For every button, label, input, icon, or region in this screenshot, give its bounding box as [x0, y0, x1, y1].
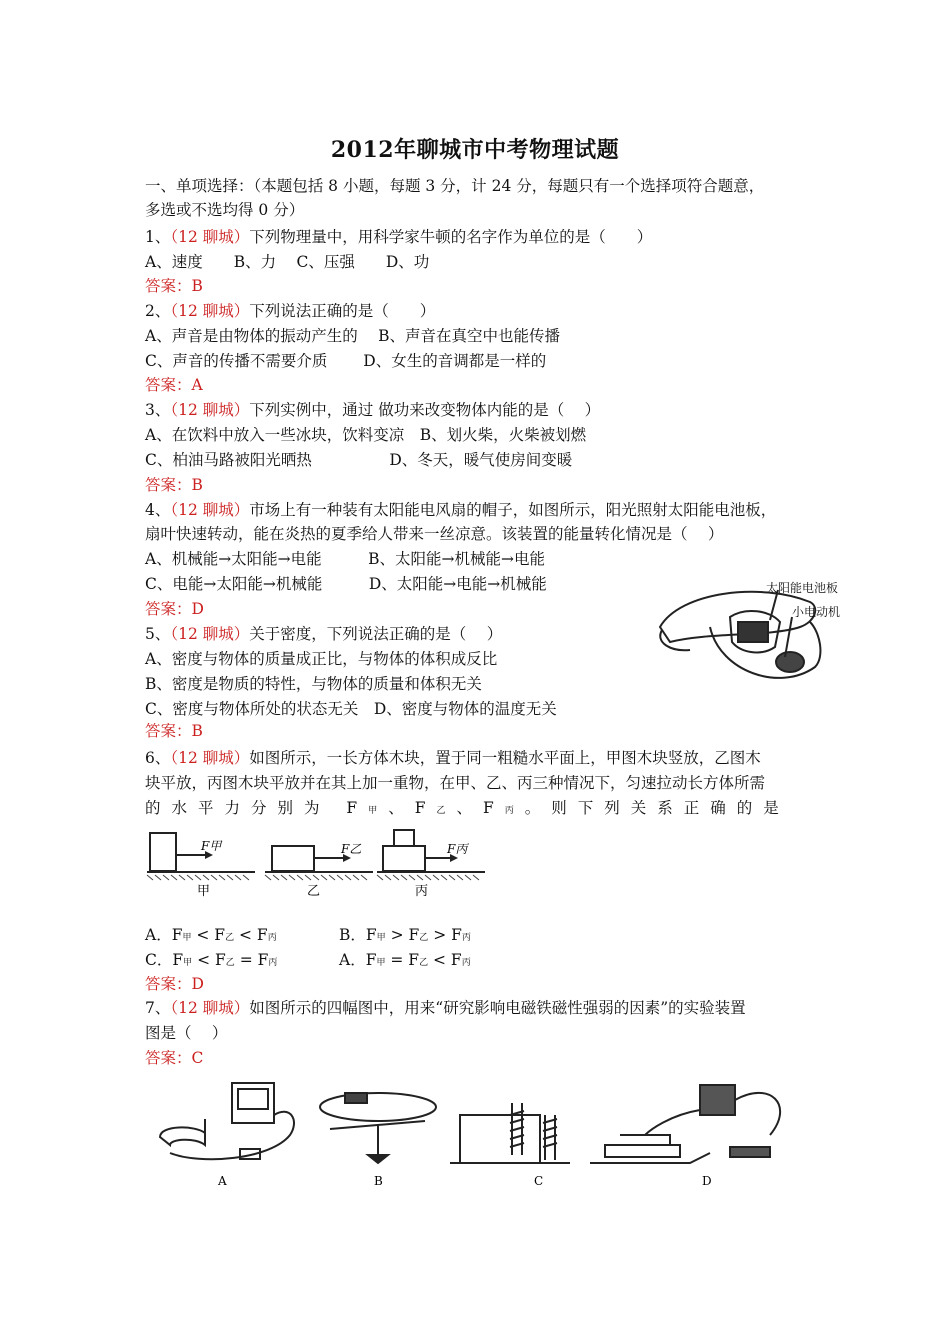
question-7: 7、（12 聊城）如图所示的四幅图中，用来“研究影响电磁铁磁性强弱的因素”的实验装置 — [145, 999, 746, 1017]
question-4: 4、（12 聊城）市场上有一种装有太阳能电风扇的帽子，如图所示，阳光照射太阳能电池板， — [145, 501, 777, 519]
fig-bing-caption: 丙 — [415, 884, 429, 899]
source-tag: （12 聊城） — [170, 501, 250, 519]
question-4-options-2: C、电能→太阳能→机械能 D、太阳能→电能→机械能 — [145, 575, 547, 593]
friction-blocks-figure — [145, 825, 490, 900]
question-6-cont: 块平放，丙图木块平放并在其上加一重物，在甲、乙、丙三种情况下，匀速拉动长方体所需 — [145, 774, 766, 792]
question-1-answer: 答案：B — [145, 277, 203, 295]
question-5-options-2: B、密度是物质的特性，与物体的质量和体积无关 — [145, 675, 482, 693]
question-5-options-3: C、密度与物体所处的状态无关 D、密度与物体的温度无关 — [145, 700, 557, 718]
page-title: 2012年聊城市中考物理试题 — [330, 137, 620, 163]
fig-jia-caption: 甲 — [197, 884, 211, 899]
question-5: 5、（12 聊城）关于密度，下列说法正确的是（ ） — [145, 625, 503, 643]
solar-hat-figure — [650, 572, 860, 697]
source-tag: （12 聊城） — [170, 749, 250, 767]
question-4-options-1: A、机械能→太阳能→电能 B、太阳能→机械能→电能 — [145, 550, 546, 568]
question-7-answer: 答案：C — [145, 1049, 204, 1067]
force-yi-label: F乙 — [341, 842, 362, 856]
source-tag: （12 聊城） — [170, 401, 250, 419]
question-6-option-a: A．F甲 < F乙 < F丙 — [145, 926, 277, 944]
question-6-option-c: C．F甲 < F乙 = F丙 — [145, 951, 278, 969]
source-tag: （12 聊城） — [170, 302, 250, 320]
section-heading: 一、单项选择：（本题包括 8 小题，每题 3 分，计 24 分，每题只有一个选择项符合题意， — [145, 177, 765, 195]
force-jia-label: F甲 — [201, 839, 222, 853]
question-2-answer: 答案：A — [145, 376, 203, 394]
question-3: 3、（12 聊城）下列实例中，通过 做功来改变物体内能的是（ ） — [145, 401, 601, 419]
source-tag: （12 聊城） — [170, 999, 250, 1017]
question-7-cont: 图是（ ） — [145, 1024, 228, 1042]
question-2: 2、（12 聊城）下列说法正确的是（ ） — [145, 302, 436, 320]
question-6-option-d: A．F甲 = F乙 < F丙 — [339, 951, 471, 969]
question-6-answer: 答案：D — [145, 975, 204, 993]
question-1-options: A、速度 B、力 C、压强 D、功 — [145, 253, 430, 271]
electromagnet-figures — [150, 1075, 820, 1190]
question-4-cont: 扇叶快速转动，能在炎热的夏季给人带来一丝凉意。该装置的能量转化情况是（ ） — [145, 525, 724, 543]
section-heading-cont: 多选或不选均得 0 分） — [145, 201, 305, 219]
figure-b-label: B — [374, 1174, 383, 1188]
question-3-options-1: A、在饮料中放入一些冰块，饮料变凉 B、划火柴，火柴被划燃 — [145, 426, 587, 444]
force-bing-label: F丙 — [447, 842, 468, 856]
question-3-options-2: C、柏油马路被阳光晒热 D、冬天，暖气使房间变暖 — [145, 451, 573, 469]
question-5-options-1: A、密度与物体的质量成正比，与物体的体积成反比 — [145, 650, 498, 668]
fig-yi-caption: 乙 — [307, 884, 321, 899]
figure-c-label: C — [534, 1174, 544, 1188]
question-4-answer: 答案：D — [145, 600, 204, 618]
source-tag: （12 聊城） — [170, 228, 250, 246]
question-6-cont-2: 的水平力分别为 F甲、F乙、F丙。则下列关系正确的是 — [145, 799, 790, 817]
figure-a-label: A — [218, 1174, 227, 1188]
question-3-answer: 答案：B — [145, 476, 203, 494]
motor-label: 小电动机 — [792, 605, 841, 619]
question-6-option-b: B．F甲 > F乙 > F丙 — [339, 926, 471, 944]
figure-d-label: D — [702, 1174, 712, 1188]
question-1: 1、（12 聊城）下列物理量中，用科学家牛顿的名字作为单位的是（ ） — [145, 228, 653, 246]
question-6: 6、（12 聊城）如图所示，一长方体木块，置于同一粗糙水平面上，甲图木块竖放，乙图木 — [145, 749, 761, 767]
question-2-options-1: A、声音是由物体的振动产生的 B、声音在真空中也能传播 — [145, 327, 561, 345]
question-5-answer: 答案：B — [145, 722, 203, 740]
solar-panel-label: 太阳能电池板 — [766, 581, 839, 595]
question-2-options-2: C、声音的传播不需要介质 D、女生的音调都是一样的 — [145, 352, 547, 370]
source-tag: （12 聊城） — [170, 625, 250, 643]
